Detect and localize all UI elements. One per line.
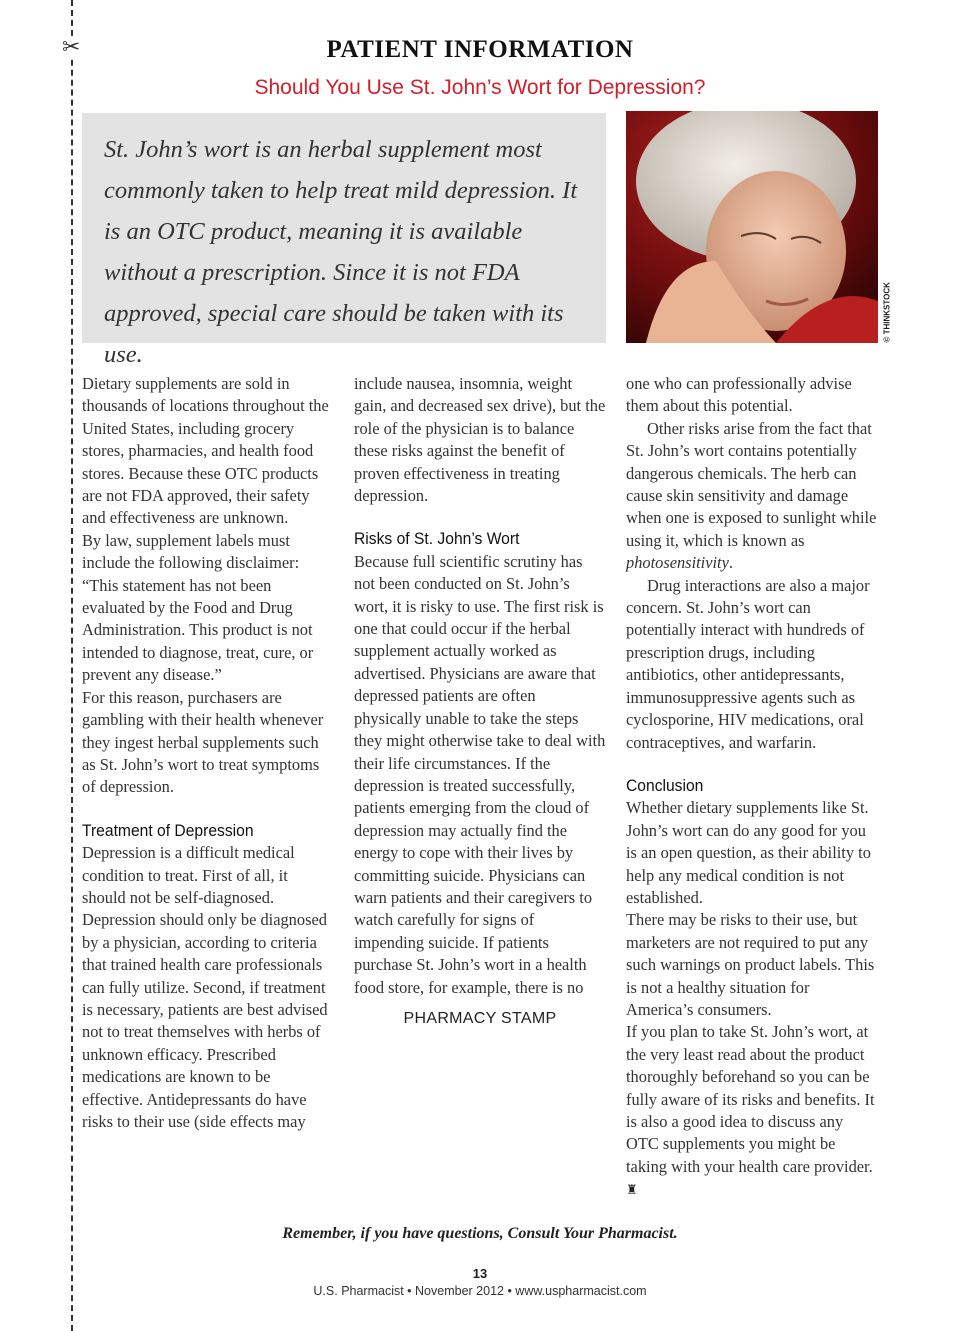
photo-credit: © THINKSTOCK: [882, 282, 892, 343]
reminder-text: Remember, if you have questions, Consult Your Pharmacist.: [282, 1225, 678, 1242]
column-1: [82, 373, 334, 1133]
scissors-icon: ✂: [62, 34, 81, 59]
paragraph: There may be risks to their use, but marketers are not required to put any such warnings on product labels. This is not a healthy situation for America’s consumers.: [626, 910, 875, 1019]
paragraph: By law, supplement labels must include the following disclaimer: “This statement has not been evaluated by the Food and Drug Administration. This product is not intended to diagnose, treat, cure, or prevent any disease.”: [82, 530, 314, 685]
page-subtitle: Should You Use St. John’s Wort for Depression?: [254, 76, 706, 99]
paragraph: Because full scientific scrutiny has not been conducted on St. John’s wort, it is risky to use. The first risk is one that could occur if the herbal supplement actually worked as advertised. Physicians are aware that depressed patients are often physically unable to take the steps they might otherwise take to deal with their life circumstances. If the depression is treated successfully, patients emerging from the cloud of depression may actually find the energy to cope with their lives by committing suicide. Physicians can warn patients and their caregivers to watch carefully for signs of impending suicide. If patients purchase St. John’s wort in a health food store, for example, there is no: [354, 551, 606, 997]
paragraph: include nausea, insomnia, weight gain, and decreased sex drive), but the role of the physician is to balance these risks against the benefit of proven effectiveness in treating depression.: [354, 374, 606, 506]
section-heading-conclusion: Conclusion: [626, 775, 704, 795]
photo-woman: [626, 111, 878, 343]
footer-citation: U.S. Pharmacist • November 2012 • www.uspharmacist.com: [313, 1284, 647, 1298]
intro-callout: St. John’s wort is an herbal supplement most commonly taken to help treat mild depression. It is an OTC product, meaning it is available without a prescription. Since it is not FDA approved, special care should be taken with its use.: [82, 113, 606, 343]
page-number: 13: [472, 1266, 488, 1281]
end-mark-icon: ♜: [626, 1182, 638, 1198]
paragraph: Whether dietary supplements like St. John’s wort can do any good for you is an open question, as their ability to help any medical condition is not established.: [626, 798, 871, 907]
pharmacy-stamp-label: PHARMACY STAMP: [403, 1009, 557, 1027]
column-2: [354, 373, 606, 1030]
paragraph: Depression is a difficult medical condition to treat. First of all, it should not be self-diagnosed. Depression should only be diagnosed by a physician, according to criteria that trained health care professionals can fully utilize. Second, if treatment is necessary, patients are best advised not to treat themselves with herbs of unknown efficacy. Prescribed medications are known to be effective. Antidepressants do have risks to their use (side effects may: [82, 843, 328, 1131]
section-heading-risks: Risks of St. John’s Wort: [354, 529, 520, 549]
section-heading-treatment: Treatment of Depression: [82, 820, 254, 840]
column-3: [626, 373, 878, 1202]
paragraph: If you plan to take St. John’s wort, at the very least read about the product thoroughly beforehand so you can be fully aware of its risks and benefits. It is also a good idea to discuss any OTC supplements you might be taking with your health care provider. ♜: [626, 1022, 875, 1198]
paragraph: Other risks arise from the fact that St. John’s wort contains potentially dangerous chemicals. The herb can cause skin sensitivity and damage when one is exposed to sunlight while using it, which is known as photosensitivity.: [626, 418, 877, 573]
page-title: PATIENT INFORMATION: [326, 36, 634, 63]
paragraph: Dietary supplements are sold in thousands of locations throughout the United States, including grocery stores, pharmacies, and health food stores. Because these OTC products are not FDA approved, their safety and effectiveness are unknown.: [82, 374, 329, 528]
term-photosensitivity: photosensitivity: [626, 553, 729, 573]
paragraph: For this reason, purchasers are gambling with their health whenever they ingest herbal supplements such as St. John’s wort to treat symptoms of depression.: [82, 687, 324, 797]
cut-line: [71, 0, 73, 1331]
paragraph: one who can professionally advise them about this potential.: [626, 374, 852, 416]
paragraph: Drug interactions are also a major concern. St. John’s wort can potentially interact with hundreds of prescription drugs, including antibiotics, other antidepressants, immunosuppressive agents such as cyclosporine, HIV medications, oral contraceptives, and warfarin.: [626, 575, 870, 752]
